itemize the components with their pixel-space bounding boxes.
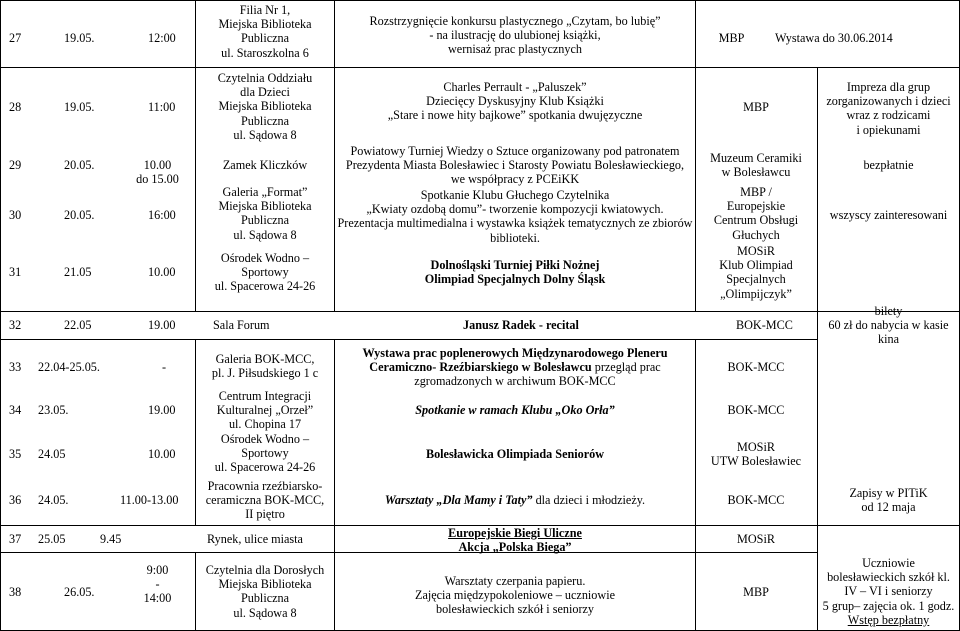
event-notes: Impreza dla grup zorganizowanych i dzieci wraz z rodzicami i opiekunami: [826, 80, 951, 137]
event-organizer: MOSiR UTW Bolesławiec: [710, 440, 802, 469]
event-description: Janusz Radek - recital: [463, 318, 579, 332]
table-border-left: [0, 0, 1, 631]
row-number: 27: [9, 31, 22, 45]
event-description: Rozstrzygnięcie konkursu plastycznego „Czytam, bo lubię” - na ilustrację do ulubionej książki, wernisaż prac plastycznych: [369, 14, 661, 57]
event-organizer: MBP: [718, 31, 745, 45]
event-time: 12:00: [148, 31, 176, 45]
event-date: 23.05.: [38, 403, 69, 417]
row-number: 31: [9, 265, 22, 279]
event-venue: Czytelnia dla Dorosłych Miejska Biblioteka Publiczna ul. Sądowa 8: [205, 563, 325, 620]
event-time: 19.00: [148, 403, 176, 417]
event-venue: Rynek, ulice miasta: [207, 532, 303, 546]
event-date: 19.05.: [64, 31, 95, 45]
event-organizer: Muzeum Ceramiki w Bolesławcu: [710, 151, 802, 180]
event-time: 10.00: [148, 265, 176, 279]
event-description: Dolnośląski Turniej Piłki Nożnej Olimpiad Specjalnych Dolny Śląsk: [424, 258, 606, 287]
event-description: Bolesławicka Olimpiada Seniorów: [425, 447, 605, 461]
event-description: Charles Perrault - „Paluszek” Dziecięcy Dyskusyjny Klub Książki „Stare i nowe hity bajkowe” spotkania dwujęzyczne: [387, 80, 643, 123]
event-time: 9:00 - 14:00: [143, 563, 172, 606]
event-time: -: [162, 360, 167, 374]
row-number: 37: [9, 532, 22, 546]
row-number: 33: [9, 360, 22, 374]
event-venue: Pracownia rzeźbiarsko- ceramiczna BOK-MCC, II piętro: [205, 479, 325, 522]
row-number: 35: [9, 447, 22, 461]
event-organizer: BOK-MCC: [727, 493, 785, 507]
event-organizer: MBP: [743, 585, 769, 599]
event-organizer: MOSiR: [737, 532, 775, 546]
event-organizer: MOSiR Klub Olimpiad Specjalnych „Olimpijczyk”: [719, 244, 793, 301]
row-number: 28: [9, 100, 22, 114]
event-venue: Galeria „Format” Miejska Biblioteka Publiczna ul. Sądowa 8: [218, 185, 312, 242]
event-venue: Czytelnia Oddziału dla Dzieci Miejska Biblioteka Publiczna ul. Sądowa 8: [217, 71, 313, 142]
event-venue: Ośrodek Wodno – Sportowy ul. Spacerowa 24-26: [214, 432, 316, 475]
event-notes: bilety 60 zł do nabycia w kasie kina: [828, 304, 949, 347]
event-description: Powiatowy Turniej Wiedzy o Sztuce organizowany pod patronatem Prezydenta Miasta Bolesławiec i Starosty Powiatu Bolesławieckiego, we współpracy z PCEiKK: [345, 144, 685, 187]
event-description: Wystawa prac poplenerowych Międzynarodowego Pleneru Ceramiczno- Rzeźbiarskiego w Bolesławcu przegląd prac zgromadzonych w archiwum BOK-MCC: [362, 346, 668, 389]
event-venue: Filia Nr 1, Miejska Biblioteka Publiczna ul. Staroszkolna 6: [218, 3, 312, 60]
row-number: 34: [9, 403, 22, 417]
event-time: 19.00: [148, 318, 176, 332]
event-description: Spotkanie w ramach Klubu „Oko Orła”: [415, 403, 615, 417]
row-divider: [0, 311, 960, 312]
table-border-top: [0, 0, 960, 1]
event-time: 9.45: [100, 532, 122, 546]
row-number: 32: [9, 318, 22, 332]
event-organizer: MBP: [743, 100, 769, 114]
event-time: 11.00-13.00: [120, 493, 179, 507]
event-description: Europejskie Biegi Uliczne Akcja „Polska Biega”: [448, 526, 582, 555]
event-date: 20.05.: [64, 158, 95, 172]
event-description: Warsztaty czerpania papieru. Zajęcia międzypokoleniowe – uczniowie bolesławieckich szkół i seniorzy: [415, 574, 615, 617]
event-venue: Galeria BOK-MCC, pl. J. Piłsudskiego 1 c: [211, 352, 319, 381]
event-time: 16:00: [148, 208, 176, 222]
event-date: 21.05: [64, 265, 92, 279]
event-organizer: BOK-MCC: [736, 318, 793, 332]
event-organizer: BOK-MCC: [727, 403, 785, 417]
event-date: 26.05.: [64, 585, 95, 599]
event-date: 24.05.: [38, 493, 69, 507]
event-date: 24.05: [38, 447, 66, 461]
event-notes: bezpłatnie: [863, 158, 914, 172]
event-notes: Wystawa do 30.06.2014: [775, 31, 893, 45]
col-divider: [817, 67, 818, 631]
event-notes: Zapisy w PITiK od 12 maja: [849, 486, 928, 515]
row-divider: [0, 67, 960, 68]
event-time: 10.00: [148, 447, 176, 461]
event-time: 11:00: [148, 100, 176, 114]
row-number: 30: [9, 208, 22, 222]
event-notes: wszyscy zainteresowani: [829, 208, 948, 222]
event-venue: Sala Forum: [213, 318, 270, 332]
event-date: 22.05: [64, 318, 92, 332]
event-organizer: MBP / Europejskie Centrum Obsługi Głuchych: [713, 185, 799, 242]
row-number: 36: [9, 493, 22, 507]
event-description: Spotkanie Klubu Głuchego Czytelnika „Kwiaty ozdobą domu”- tworzenie kompozycji kwiatowych. Prezentacja multimedialna i wystawka książek tematycznych ze zbiorów biblioteki.: [337, 188, 693, 245]
row-number: 29: [9, 158, 22, 172]
event-date: 19.05.: [64, 100, 95, 114]
event-date: 20.05.: [64, 208, 95, 222]
row-number: 38: [9, 585, 22, 599]
event-venue: Zamek Kliczków: [222, 158, 308, 172]
event-organizer: BOK-MCC: [727, 360, 785, 374]
event-notes: Uczniowie bolesławieckich szkół kl. IV – VI i seniorzy 5 grup– zajęcia ok. 1 godz. Wstęp bezpłatny: [822, 556, 955, 627]
event-date: 22.04-25.05.: [38, 360, 100, 374]
event-time: 10.00 do 15.00: [136, 158, 179, 187]
event-venue: Centrum Integracji Kulturalnej „Orzeł” ul. Chopina 17: [216, 389, 314, 432]
event-date: 25.05: [38, 532, 66, 546]
event-venue: Ośrodek Wodno – Sportowy ul. Spacerowa 24-26: [214, 251, 316, 294]
event-description: Warsztaty „Dla Mamy i Taty” dla dzieci i młodzieży.: [384, 493, 646, 507]
